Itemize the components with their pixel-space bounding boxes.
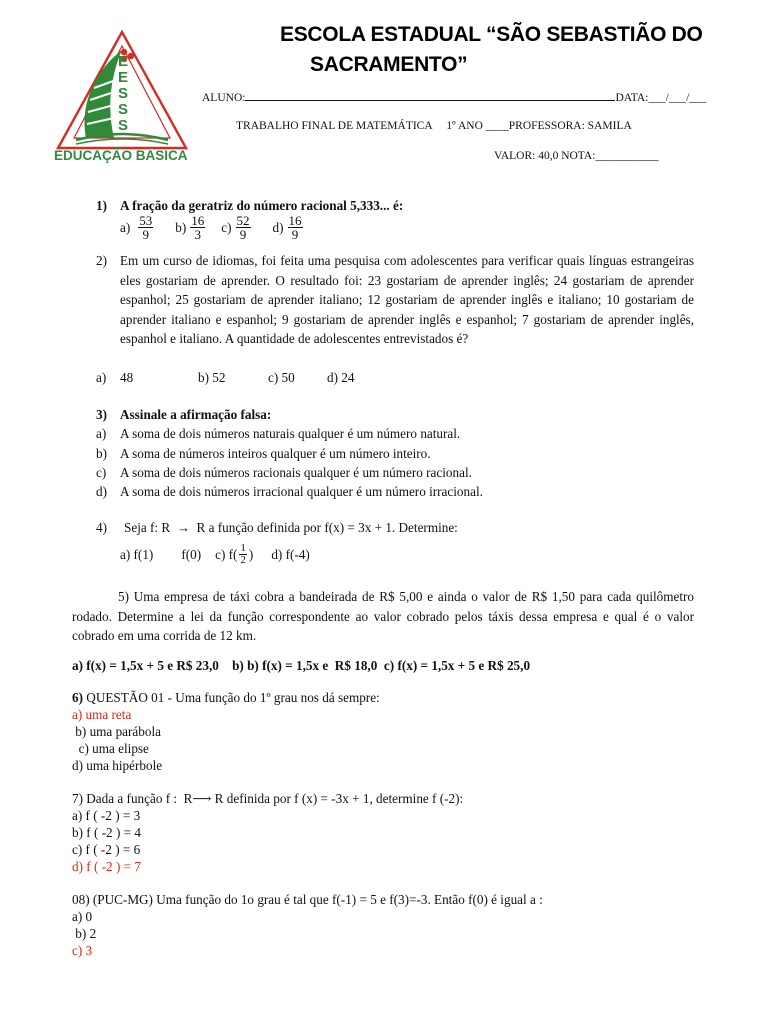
q7-option-c: c) f ( -2 ) = 6 bbox=[72, 842, 141, 857]
q5-text: 5) Uma empresa de táxi cobra a bandeirada de R$ 5,00 e ainda o valor de R$ 1,50 para cada quilômetro rodado. Determine a lei da função correspondente ao valor cobrado pelos táxis dessa empresa e qual é o valor cobrado em uma corrida de 12 km. bbox=[72, 589, 694, 643]
q5-options: a) f(x) = 1,5x + 5 e R$ 23,0 b) b) f(x) = 1,5x e R$ 18,0 c) f(x) = 1,5x + 5 e R$ 25,0 bbox=[72, 658, 531, 673]
aluno-blank bbox=[245, 99, 615, 101]
q1-option-a: a) $\frac{53}{9}$ bbox=[120, 213, 153, 242]
q8-option-c: c) 3 bbox=[72, 943, 93, 958]
q4-option-c: c) f( $\frac{1}{2}$ ) bbox=[215, 542, 254, 566]
q4-option-d: d) f(-4) bbox=[271, 546, 310, 562]
q3-option-b: b) A soma de números inteiros qualquer é um número inteiro. bbox=[96, 446, 431, 461]
q1-option-b: b) $\frac{16}{3}$ bbox=[175, 213, 205, 242]
q3-number: 3) bbox=[96, 407, 107, 422]
q1-options bbox=[120, 214, 305, 241]
q8-option-a: a) 0 bbox=[72, 909, 93, 924]
q2-option-a: 48 bbox=[120, 370, 134, 385]
school-title-line2: SACRAMENTO” bbox=[310, 53, 468, 76]
q6-option-a: a) uma reta bbox=[72, 707, 132, 722]
logo-letters: E E S S S bbox=[118, 53, 129, 134]
q3-option-a: a) A soma de dois números naturais qualquer é um número natural. bbox=[96, 426, 461, 441]
aluno-label: ALUNO: bbox=[202, 92, 246, 104]
q6-option-b: b) uma parábola bbox=[72, 724, 161, 739]
q4-text: Seja f: R → R a função definida por f(x) = 3x + 1. Determine: bbox=[124, 520, 458, 535]
q3-option-d: d) A soma de dois números irracional qualquer é um número irracional. bbox=[96, 484, 483, 499]
q7-option-d: d) f ( -2 ) = 7 bbox=[72, 859, 141, 874]
q2-option-d: d) 24 bbox=[327, 370, 355, 385]
q1-text: A fração da geratriz do número racional 5,333... é: bbox=[120, 198, 404, 213]
q2-text: Em um curso de idiomas, foi feita uma pesquisa com adolescentes para verificar quais línguas estrangeiras eles gostariam de aprender. O resultado foi: 23 gostariam de aprender inglês; 24 gostariam de aprender espanhol; 25 gostariam de aprender italiano; 12 gostariam de aprender inglês e italiano; 10 gostariam de aprender italiano e espanhol; 9 gostariam de aprender inglês e espanhol; 7 gostariam de aprender inglês, espanhol e italiano. A quantidade de adolescentes entrevistados é? bbox=[120, 253, 694, 346]
q1-number: 1) bbox=[96, 198, 107, 213]
q8-text: 08) (PUC-MG) Uma função do 1o grau é tal que f(-1) = 5 e f(3)=-3. Então f(0) é igual a : bbox=[72, 892, 543, 907]
q4-number: 4) bbox=[96, 520, 107, 535]
q1-option-d: d) $\frac{16}{9}$ bbox=[272, 213, 302, 242]
school-title-line1: ESCOLA ESTADUAL “SÃO SEBASTIÃO DO bbox=[280, 23, 703, 46]
q2-option-c: c) 50 bbox=[268, 370, 295, 385]
q6-option-c: c) uma elipse bbox=[72, 741, 149, 756]
q2-option-a-label: a) bbox=[96, 370, 107, 385]
q8-option-b: b) 2 bbox=[72, 926, 97, 941]
q7-option-a: a) f ( -2 ) = 3 bbox=[72, 808, 141, 823]
q4-option-b: f(0) bbox=[181, 546, 202, 562]
grade-line: VALOR: 40,0 NOTA:___________ bbox=[494, 150, 659, 162]
q4-option-a: a) f(1) bbox=[120, 546, 154, 562]
logo-caption: EDUCAÇÃO BÁSICA bbox=[54, 148, 188, 163]
q2-number: 2) bbox=[96, 253, 107, 268]
q6-number: 6) bbox=[72, 690, 83, 705]
q1-option-c: c) $\frac{52}{9}$ bbox=[221, 213, 250, 242]
q2-option-b: b) 52 bbox=[198, 370, 226, 385]
student-line bbox=[202, 92, 707, 104]
q7-text: 7) Dada a função f : R⟶ R definida por f (x) = -3x + 1, determine f (-2): bbox=[72, 791, 464, 806]
q2-options bbox=[96, 368, 355, 388]
date-label: DATA:___/___/___ bbox=[615, 92, 707, 104]
q3-option-c: c) A soma de dois números racionais qualquer é um número racional. bbox=[96, 465, 472, 480]
q7-option-b: b) f ( -2 ) = 4 bbox=[72, 825, 141, 840]
assignment-line: TRABALHO FINAL DE MATEMÁTICA 1º ANO ____PROFESSORA: SAMILA bbox=[236, 120, 632, 132]
q6-option-d: d) uma hipérbole bbox=[72, 758, 163, 773]
q3-text: Assinale a afirmação falsa: bbox=[120, 407, 272, 422]
q6-text: QUESTÃO 01 - Uma função do 1º grau nos dá sempre: bbox=[83, 690, 380, 705]
q4-options bbox=[120, 543, 310, 566]
